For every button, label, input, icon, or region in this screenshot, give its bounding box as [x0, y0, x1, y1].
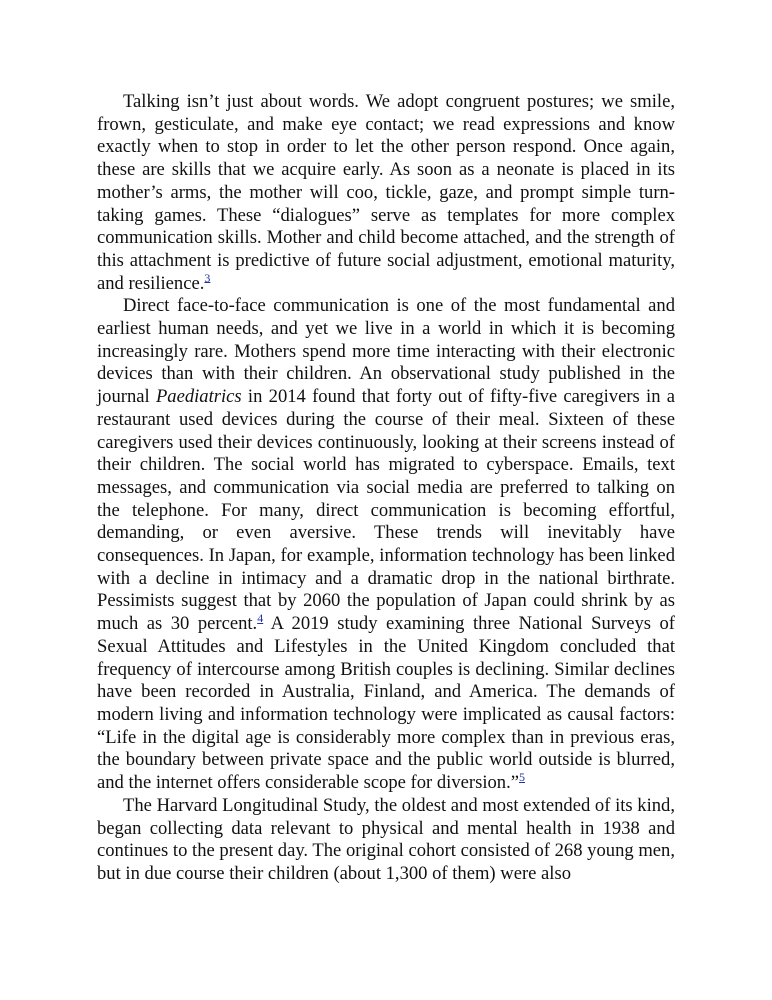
footnote-ref-5[interactable]: 5 [519, 769, 525, 784]
paragraph-harvard-study [97, 795, 675, 886]
paragraph-direct-communication [97, 295, 675, 794]
journal-title: Paediatrics [155, 386, 242, 408]
paragraph-talking-text: Talking isn’t just about words. We adopt congruent postures; we smile, frown, gesticulate, and make eye contact; we read expressions and know exactly when to stop in order to let the other person respond. Once again, these are skills that we acquire early. As soon as a neonate is placed in its mother’s arms, the mother will coo, tickle, gaze, and prompt simple turn-taking games. These “dialogues” serve as templates for more complex communication skills. Mother and child become attached, and the strength of this attachment is predictive of future social adjustment, emotional maturity, and resilience. [97, 91, 675, 294]
paragraph-direct-text-3: A 2019 study examining three National Surveys of Sexual Attitudes and Lifestyles in the United Kingdom concluded that frequency of intercourse among British couples is declining. Similar declines have been recorded in Australia, Finland, and America. The demands of modern living and information technology were implicated as causal factors: “Life in the digital age is considerably more complex than in previous eras, the boundary between private space and the public world outside is blurred, and the internet offers considerable scope for diversion.” [97, 613, 675, 794]
footnote-ref-4[interactable]: 4 [257, 610, 264, 625]
page-body [97, 91, 675, 886]
paragraph-direct-text-1: Direct face-to-face communication is one of the most fundamental and earliest human needs, and yet we live in a world in which it is becoming increasingly rare. Mothers spend more time interacting with their electronic devices than with their children. An observational study published in the journal [97, 295, 675, 408]
paragraph-talking [97, 91, 675, 295]
paragraph-harvard-text: The Harvard Longitudinal Study, the oldest and most extended of its kind, began collecting data relevant to physical and mental health in 1938 and continues to the present day. The original cohort consisted of 268 young men, but in due course their children (about 1,300 of them) were also [97, 794, 675, 884]
paragraph-direct-text-2: in 2014 found that forty out of fifty-five caregivers in a restaurant used devices during the course of their meal. Sixteen of these caregivers used their devices continuously, looking at their screens instead of their children. The social world has migrated to cyberspace. Emails, text messages, and communication via social media are preferred to talking on the telephone. For many, direct communication is becoming effortful, demanding, or even aversive. These trends will inevitably have consequences. In Japan, for example, information technology has been linked with a decline in intimacy and a dramatic drop in the national birthrate. Pessimists suggest that by 2060 the population of Japan could shrink by as much as 30 percent. [97, 386, 676, 635]
footnote-ref-3[interactable]: 3 [204, 270, 211, 285]
